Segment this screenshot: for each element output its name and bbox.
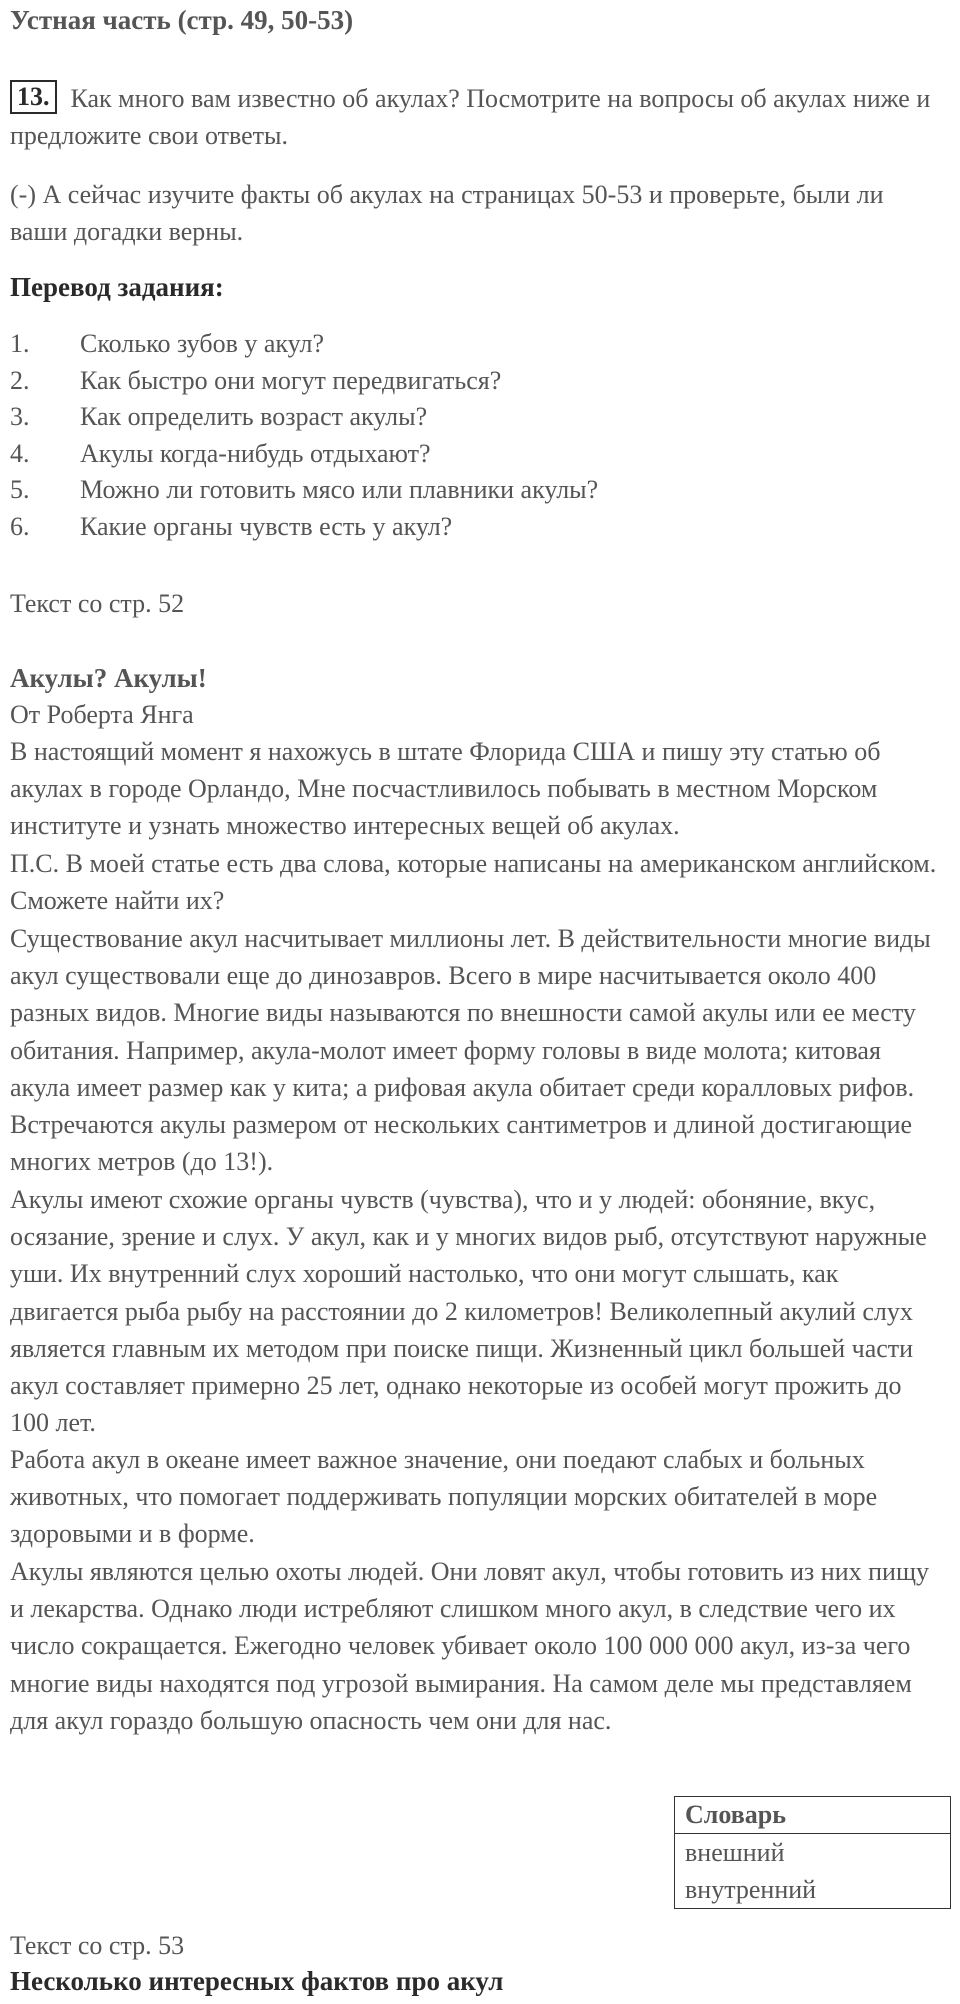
- list-item-number: 5.: [10, 475, 30, 505]
- text-source-label: Текст со стр. 53: [10, 1931, 185, 1960]
- list-item-text: Какие органы чувств есть у акул?: [80, 511, 453, 541]
- list-item-number: 1.: [10, 329, 30, 358]
- list-item-text: Как определить возраст акулы?: [80, 402, 428, 432]
- article-paragraph: П.С. В моей статье есть два слова, которые написаны на американском английском. Сможете найти их?: [10, 849, 937, 916]
- list-item-number: 3.: [10, 402, 30, 432]
- vocabulary-title: Словарь: [675, 1797, 950, 1834]
- list-item-text: Сколько зубов у акул?: [80, 329, 325, 358]
- text-source-label: Текст со стр. 52: [10, 589, 185, 618]
- list-item-number: 2.: [10, 365, 30, 395]
- list-item-number: 4.: [10, 438, 30, 468]
- vocabulary-word: внешний: [685, 1838, 785, 1867]
- list-item-text: Можно ли готовить мясо или плавники акулы?: [80, 475, 599, 505]
- list-item: [10, 399, 945, 436]
- vocabulary-box: [674, 1796, 951, 1909]
- next-section-heading: Несколько интересных фактов про акул: [10, 1966, 504, 1996]
- list-item-text: Акулы когда-нибудь отдыхают?: [80, 438, 431, 468]
- task-sub-instruction: (-) А сейчас изучите факты об акулах на страницах 50-53 и проверьте, были ли ваши догадки верны.: [10, 180, 884, 247]
- list-item-text: Как быстро они могут передвигаться?: [80, 365, 502, 395]
- article-paragraph: Акулы имеют схожие органы чувств (чувства), что и у людей: обоняние, вкус, осязание, зрение и слух. У акул, как и у многих видов рыб, отсутствуют наружные уши. Их внутренний слух хороший настолько, что они могут слышать, как двигается рыба рыбу на расстоянии до 2 километров! Великолепный акулий слух является главным их методом при поиске пищи. Жизненный цикл большей части акул составляет примерно 25 лет, однако некоторые из особей могут прожить до 100 лет.: [10, 1185, 927, 1438]
- article-paragraph: Акулы являются целью охоты людей. Они ловят акул, чтобы готовить из них пищу и лекарства. Однако люди истребляют слишком много акул, в следствие чего их число сокращается. Ежегодно человек убивает около 100 000 000 акул, из-за чего многие виды находятся под угрозой вымирания. На самом деле мы представляем для акул гораздо большую опасность чем они для нас.: [10, 1557, 929, 1735]
- list-item: [10, 326, 945, 363]
- list-item: [10, 363, 945, 400]
- article-paragraph: Существование акул насчитывает миллионы лет. В действительности многие виды акул существовали еще до динозавров. Всего в мире насчитывается около 400 разных видов. Многие виды называются по внешности самой акулы или ее месту обитания. Например, акула-молот имеет форму головы в виде молота; китовая акула имеет размер как у кита; а рифовая акула обитает среди коралловых рифов. Встречаются акулы размером от нескольких сантиметров и длиной достигающие многих метров (до 13!).: [10, 924, 931, 1177]
- article-paragraph: В настоящий момент я нахожусь в штате Флорида США и пишу эту статью об акулах в городе Орландо, Мне посчастливилось побывать в местном Морском институте и узнать множество интересных вещей об акулах.: [10, 737, 881, 841]
- question-list: [10, 326, 945, 546]
- article-author: От Роберта Янга: [10, 700, 194, 729]
- list-item-number: 6.: [10, 511, 30, 541]
- task-instruction-text: Как много вам известно об акулах? Посмотрите на вопросы об акулах ниже и предложите свои ответы.: [10, 84, 931, 151]
- list-item: [10, 509, 945, 546]
- list-item: [10, 472, 945, 509]
- article-title: Акулы? Акулы!: [10, 663, 207, 693]
- section-title: Устная часть (стр. 49, 50-53): [10, 5, 354, 35]
- list-item: [10, 436, 945, 473]
- task-instruction: [10, 80, 945, 154]
- task-number-box: 13.: [10, 80, 57, 114]
- vocabulary-word: внутренний: [685, 1875, 817, 1904]
- translation-heading: Перевод задания:: [10, 272, 224, 302]
- article-paragraph: Работа акул в океане имеет важное значение, они поедают слабых и больных животных, что помогает поддерживать популяции морских обитателей в море здоровыми и в форме.: [10, 1445, 878, 1549]
